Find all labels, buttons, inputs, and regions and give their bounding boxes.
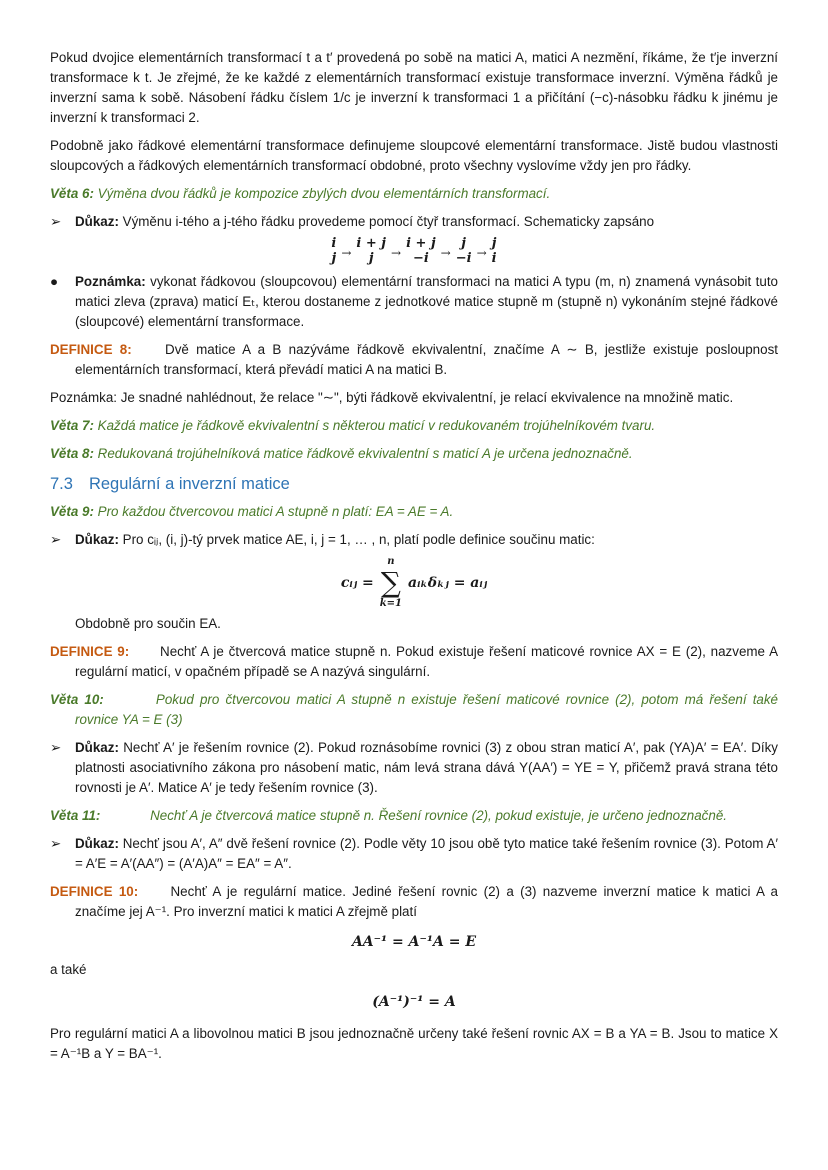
definition-10-text: Nechť A je regulární matice. Jediné řešení rovnic (2) a (3) nazveme inverzní matice k matici A a značíme jej A⁻¹. Pro inverzní matici k matici A zřejmě platí (75, 884, 778, 919)
proof-4 (50, 834, 778, 874)
proof-4-label: Důkaz: (75, 836, 119, 851)
arrow-bullet-icon: ➢ (50, 532, 62, 547)
definition-10-label: DEFINICE 10: (50, 884, 139, 899)
proof-1-text: Výměnu i-tého a j-tého řádku provedeme pomocí čtyř transformací. Schematicky zapsáno (122, 214, 655, 229)
theorem-7-text: Každá matice je řádkově ekvivalentní s některou maticí v redukovaném trojúhelníkovém tvaru. (97, 418, 656, 433)
right-arrow-icon: → (440, 246, 451, 260)
theorem-11 (50, 806, 778, 826)
proof-2-text: Pro cᵢⱼ, (i, j)-tý prvek matice AE, i, j = 1, … , n, platí podle definice součinu matic: (122, 532, 595, 547)
definition-9 (50, 642, 778, 682)
inverse-formula: AA⁻¹ = A⁻¹A = E (351, 934, 477, 950)
row-swap-schema (50, 236, 778, 266)
schema-step: i + j j (356, 236, 387, 266)
note-1 (50, 272, 778, 332)
definition-8-text: Dvě matice A a B nazýváme řádkově ekvivalentní, značíme A ∼ B, jestliže existuje posloupnost elementárních transformací, která převádí matici A na matici B. (75, 342, 778, 377)
proof-3-text: Nechť A′ je řešením rovnice (2). Pokud roznásobíme rovnici (3) z obou stran maticí A′, pak (YA)A′ = EA′. Díky platnosti asociativního zákona pro násobení matic, nám levá strana dává Y(AA′) = YE = Y, přičemž pravá strana této rovnosti je A′. Matice A′ je tedy řešením rovnice (3). (75, 740, 778, 795)
theorem-6-label: Věta 6: (50, 186, 94, 201)
definition-9-label: DEFINICE 9: (50, 644, 130, 659)
definition-8-label: DEFINICE 8: (50, 342, 132, 357)
sigma-icon: ∑ (380, 566, 401, 599)
sigma-symbol (380, 556, 402, 610)
schema-step: i j (331, 236, 337, 266)
proof-2 (50, 530, 778, 550)
right-arrow-icon: → (391, 246, 402, 260)
theorem-9-text: Pro každou čtvercovou matici A stupně n platí: EA = AE = A. (97, 504, 454, 519)
arrow-bullet-icon: ➢ (50, 740, 62, 755)
theorem-6-text: Výměna dvou řádků je kompozice zbylých dvou elementárních transformací. (97, 186, 551, 201)
theorem-10-label: Věta 10: (50, 692, 104, 707)
schema-step: j −i (455, 236, 472, 266)
section-heading (50, 474, 778, 494)
sum-rhs: aᵢₖδₖⱼ = aᵢⱼ (408, 575, 488, 591)
proof-2-label: Důkaz: (75, 532, 119, 547)
final-paragraph: Pro regulární matici A a libovolnou matici B jsou jednoznačně určeny také řešení rovnic AX = B a YA = B. Jsou to matice X = A⁻¹B a Y = BA⁻¹. (50, 1026, 778, 1061)
note-1-text: vykonat řádkovou (sloupcovou) elementární transformaci na matici A typu (m, n) znamená vynásobit tuto matici zleva (zprava) maticí Eₜ, kterou dostaneme z jednotkové matice stupně m (stupně n) vykonáním stejné řádkové (sloupcové) elementární transformace. (75, 274, 778, 329)
note-2: Poznámka: Je snadné nahlédnout, že relace "∼", býti řádkově ekvivalentní, je relací ekvivalence na množině matic. (50, 390, 734, 405)
proof-4-text: Nechť jsou A′, A″ dvě řešení rovnice (2). Podle věty 10 jsou obě tyto matice také řešením rovnice (3). Potom A′ = A′E = A′(AA″) = (A′A)A″ = EA″ = A″. (75, 836, 778, 871)
definition-9-text: Nechť A je čtvercová matice stupně n. Pokud existuje řešení maticové rovnice AX = E (2), nazveme A regulární maticí, v opačném případě se A nazývá singulární. (75, 644, 778, 679)
theorem-9 (50, 502, 778, 522)
theorem-8-text: Redukovaná trojúhelníková matice řádkově ekvivalentní s maticí A je určena jednoznačně. (97, 446, 633, 461)
definition-10 (50, 882, 778, 922)
arrow-bullet-icon: ➢ (50, 836, 62, 851)
theorem-9-label: Věta 9: (50, 504, 94, 519)
sum-lhs: cᵢⱼ = (340, 575, 374, 591)
proof-3-label: Důkaz: (75, 740, 119, 755)
schema-step: j i (491, 236, 497, 266)
sum-upper-limit: n (387, 556, 395, 567)
section-number: 7.3 (50, 475, 73, 493)
note-1-label: Poznámka: (75, 274, 146, 289)
theorem-11-label: Věta 11: (50, 808, 101, 823)
proof-1 (50, 212, 778, 232)
theorem-6 (50, 184, 778, 204)
schema-step: i + j −i (406, 236, 436, 266)
theorem-10 (50, 690, 778, 730)
theorem-8 (50, 444, 778, 464)
theorem-11-text: Nechť A je čtvercová matice stupně n. Řešení rovnice (2), pokud existuje, je určeno jednoznačně. (150, 808, 727, 823)
proof-3 (50, 738, 778, 798)
arrow-bullet-icon: ➢ (50, 214, 62, 229)
sum-formula (50, 556, 778, 610)
paragraph-inverse-transform: Pokud dvojice elementárních transformací t a t′ provedená po sobě na matici A, matici A nezmění, říkáme, že t′je inverzní transformace k t. Je zřejmé, že ke každé z elementárních transformací existuje transformace inverzní. Výměna řádků je inverzní sama k sobě. Násobení řádku číslem 1/c je inverzní k transformaci 1 a přičítání (−c)-násobku řádku k jinému je inverzní k transformaci 2. (50, 50, 778, 125)
theorem-7-label: Věta 7: (50, 418, 94, 433)
theorem-10-text: Pokud pro čtvercovou matici A stupně n existuje řešení maticové rovnice (2), potom má řešení také rovnice YA = E (3) (75, 692, 779, 727)
paragraph-column-transform: Podobně jako řádkové elementární transformace definujeme sloupcové elementární transformace. Jistě budou vlastnosti sloupcových a řádkových elementárních transformací obdobné, proto všechny vyslovíme vždy jen pro řádky. (50, 138, 778, 173)
right-arrow-icon: → (341, 246, 352, 260)
bullet-dot-icon: ● (50, 274, 59, 289)
proof-1-label: Důkaz: (75, 214, 119, 229)
right-arrow-icon: → (476, 246, 487, 260)
similarly-text: Obdobně pro součin EA. (75, 616, 221, 631)
double-inverse-formula: (A⁻¹)⁻¹ = A (372, 994, 456, 1010)
theorem-7 (50, 416, 778, 436)
also-text: a také (50, 962, 87, 977)
theorem-8-label: Věta 8: (50, 446, 94, 461)
sum-lower-limit: k=1 (379, 598, 403, 609)
section-title: Regulární a inverzní matice (88, 475, 290, 493)
definition-8 (50, 340, 778, 380)
